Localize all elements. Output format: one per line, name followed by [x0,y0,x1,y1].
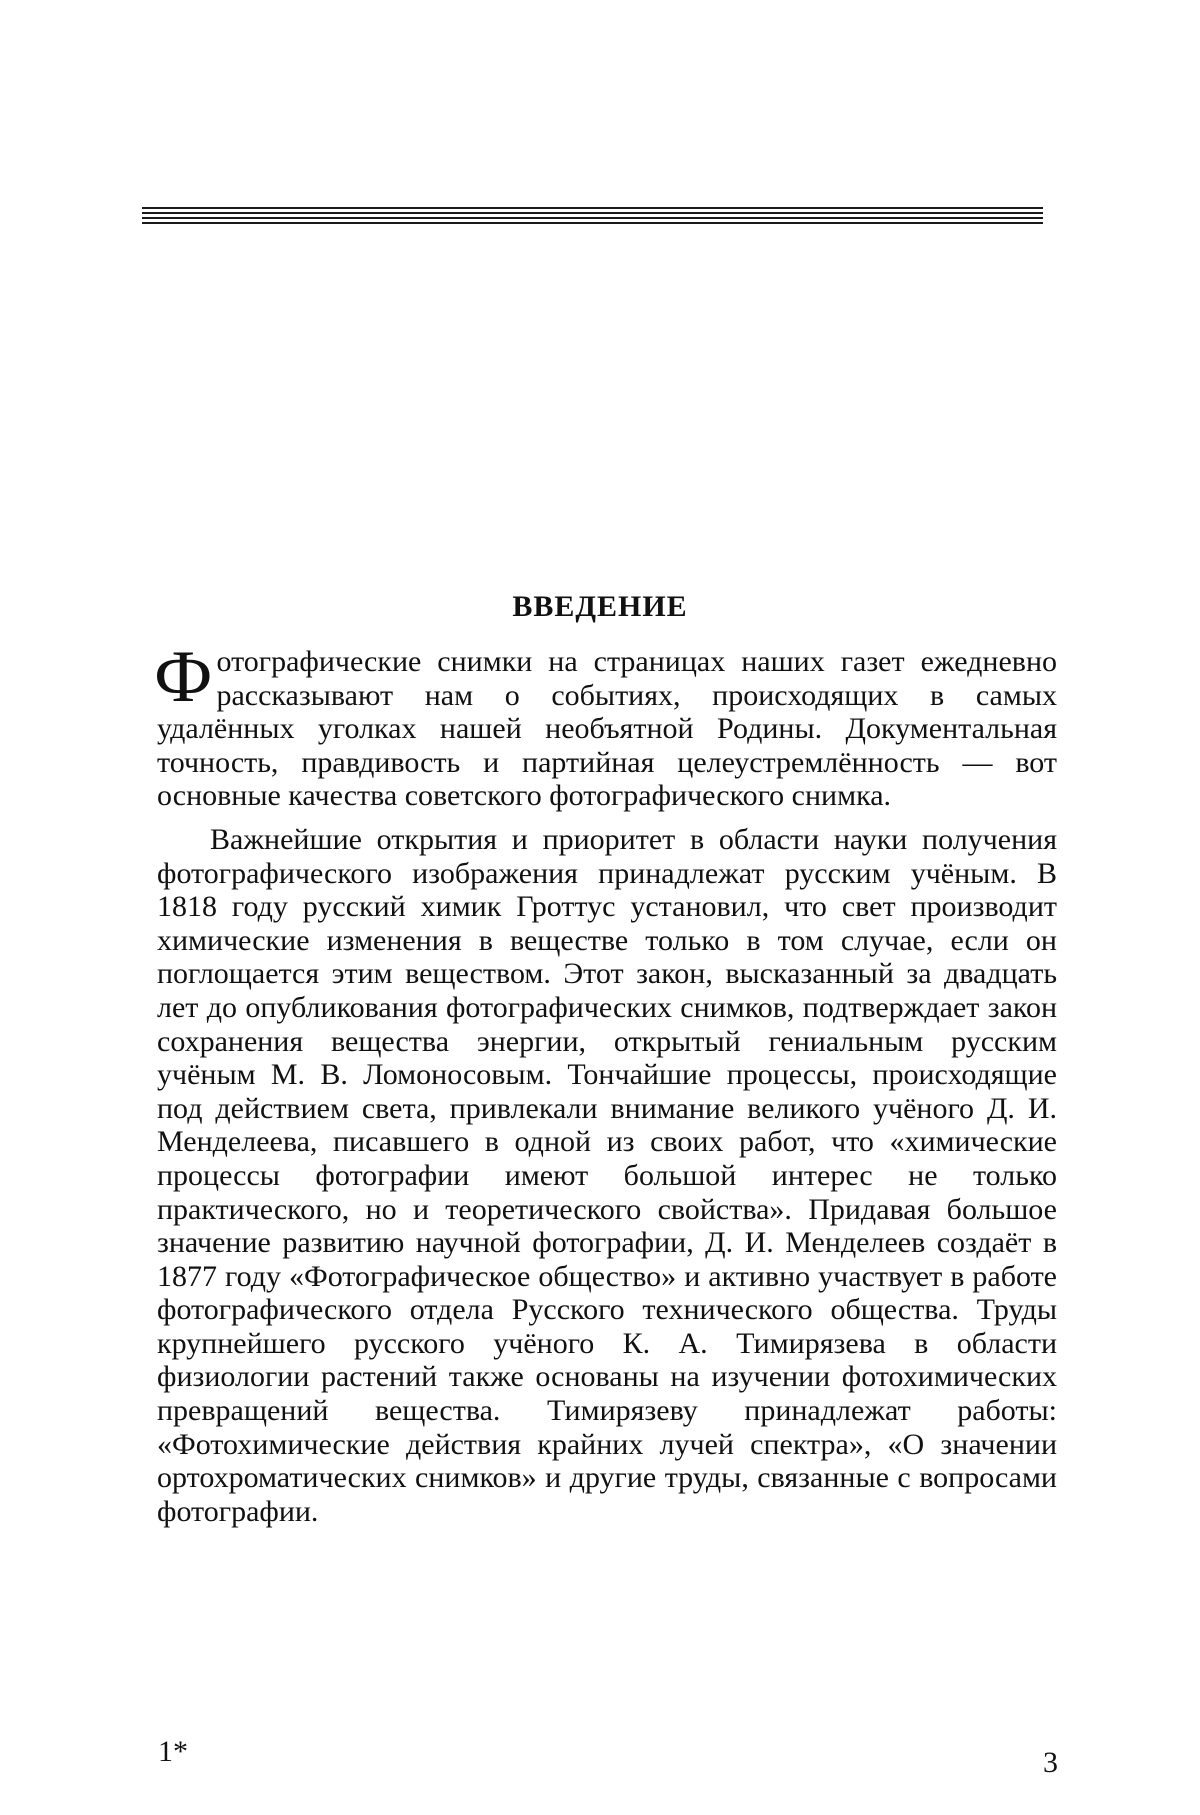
body-text [154,636,1057,1528]
drop-cap-letter: Ф [154,636,213,718]
paragraph-intro [154,636,1057,813]
header-rule-lines [142,207,1043,227]
header-rule-line [142,217,1043,219]
header-rule-line [142,212,1043,214]
chapter-title: ВВЕДЕНИЕ [512,590,688,623]
header-rule-line [142,207,1043,209]
paragraph-history: Важнейшие открытия и приоритет в области науки получения фотографического изображения принадлежат русским учёным. В 1818 году русский химик Гроттус установил, что свет производит химические изменения в веществе только в том случае, если он поглощается этим веществом. Этот закон, высказанный за двадцать лет до опубликования фотографических снимков, подтверждает закон сохранения вещества энергии, открытый гениальным русским учёным М. В. Ломоносовым. Тончайшие процессы, происходящие под действием света, привлекали внимание великого учёного Д. И. Менделеева, писавшего в одной из своих работ, что «химические процессы фотографии имеют большой интерес не только практического, но и теоретического свойства». Придавая большое значение развитию научной фотографии, Д. И. Менделеев создаёт в 1877 году «Фотографическое общество» и активно участвует в работе фотографического отдела Русского технического общества. Труды крупнейшего русского учёного К. А. Тимирязева в области физиологии растений также основаны на изучении фотохимических превращений вещества. Тимирязеву принадлежат работы: «Фотохимические действия крайних лучей спектра», «О значении ортохроматических снимков» и другие труды, связанные с вопросами фотографии. [157,822,1057,1528]
page-number: 3 [1043,1746,1058,1779]
paragraph-intro-text: отографические снимки на страницах наших газет ежедневно рассказывают нам о событиях, происходящих в самых удалённых уголках нашей необъятной Родины. Документальная точность, правдивость и партийная целеустремлённость — вот основные качества советского фотографического снимка. [157,645,1057,813]
signature-mark: 1* [158,1735,188,1768]
header-rule-line [142,222,1043,224]
